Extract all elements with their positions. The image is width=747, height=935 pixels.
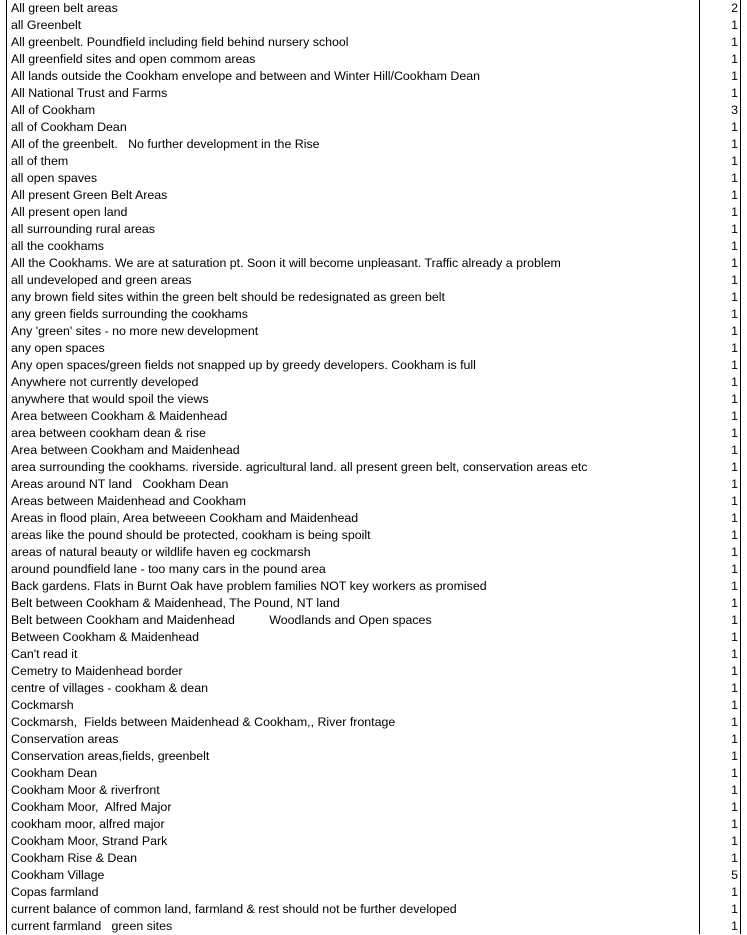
table-row <box>6 0 740 17</box>
response-count: 1 <box>731 324 738 338</box>
response-text: All of the greenbelt. No further development in the Rise <box>11 137 320 151</box>
response-text: around poundfield lane - too many cars in the pound area <box>11 562 326 576</box>
table-row <box>6 289 740 306</box>
response-count: 1 <box>731 256 738 270</box>
table-row <box>6 561 740 578</box>
table-row <box>6 170 740 187</box>
response-text: Areas in flood plain, Area betweeen Cookham and Maidenhead <box>11 511 359 525</box>
response-text: Cookham Moor & riverfront <box>11 783 160 797</box>
table-row <box>6 442 740 459</box>
table-row <box>6 714 740 731</box>
table-row <box>6 544 740 561</box>
table-row <box>6 901 740 918</box>
response-text: Any open spaces/green fields not snapped up by greedy developers. Cookham is full <box>11 358 476 372</box>
response-text: Cemetry to Maidenhead border <box>11 664 183 678</box>
response-text: Areas between Maidenhead and Cookham <box>11 494 246 508</box>
response-count: 1 <box>731 477 738 491</box>
response-text: all surrounding rural areas <box>11 222 155 236</box>
response-count: 1 <box>731 52 738 66</box>
table-row <box>6 578 740 595</box>
response-count: 1 <box>731 69 738 83</box>
response-text: Cookham Village <box>11 868 105 882</box>
table-row <box>6 833 740 850</box>
response-text: Conservation areas,fields, greenbelt <box>11 749 210 763</box>
response-count: 1 <box>731 511 738 525</box>
table-row <box>6 204 740 221</box>
table-row <box>6 646 740 663</box>
response-count: 1 <box>731 273 738 287</box>
response-text: Anywhere not currently developed <box>11 375 199 389</box>
response-text: Cockmarsh <box>11 698 74 712</box>
response-text: Can't read it <box>11 647 78 661</box>
response-text: Conservation areas <box>11 732 119 746</box>
response-text: Between Cookham & Maidenhead <box>11 630 200 644</box>
response-count: 1 <box>731 800 738 814</box>
response-text: Belt between Cookham and Maidenhead Woodlands and Open spaces <box>11 613 432 627</box>
response-text: Cookham Rise & Dean <box>11 851 138 865</box>
response-count: 1 <box>731 222 738 236</box>
table-row <box>6 136 740 153</box>
table-row <box>6 680 740 697</box>
response-count: 1 <box>731 137 738 151</box>
response-count: 1 <box>731 290 738 304</box>
response-text: area surrounding the cookhams. riverside. agricultural land. all present green belt, conservation areas etc <box>11 460 588 474</box>
table-row <box>6 612 740 629</box>
table-row <box>6 153 740 170</box>
response-text: all of them <box>11 154 69 168</box>
response-text: Belt between Cookham & Maidenhead, The Pound, NT land <box>11 596 340 610</box>
table-row <box>6 595 740 612</box>
response-text: Area between Cookham & Maidenhead <box>11 409 228 423</box>
response-count: 1 <box>731 681 738 695</box>
response-count: 1 <box>731 18 738 32</box>
response-count: 1 <box>731 120 738 134</box>
response-count: 1 <box>731 664 738 678</box>
response-text: centre of villages - cookham & dean <box>11 681 208 695</box>
response-count: 1 <box>731 460 738 474</box>
response-count: 1 <box>731 783 738 797</box>
table-row <box>6 340 740 357</box>
table-row <box>6 765 740 782</box>
table-row <box>6 731 740 748</box>
table-row <box>6 884 740 901</box>
table-row <box>6 255 740 272</box>
response-count: 1 <box>731 35 738 49</box>
table-row <box>6 272 740 289</box>
response-count: 1 <box>731 749 738 763</box>
table-row <box>6 102 740 119</box>
response-text: current balance of common land, farmland & rest should not be further developed <box>11 902 457 916</box>
table-row <box>6 663 740 680</box>
response-text: Cookham Moor, Alfred Major <box>11 800 172 814</box>
table-row <box>6 374 740 391</box>
response-text: anywhere that would spoil the views <box>11 392 209 406</box>
response-count: 1 <box>731 579 738 593</box>
response-count: 1 <box>731 817 738 831</box>
response-count: 1 <box>731 443 738 457</box>
response-text: cookham moor, alfred major <box>11 817 165 831</box>
response-text: any open spaces <box>11 341 105 355</box>
table-row <box>6 221 740 238</box>
response-count: 1 <box>731 154 738 168</box>
table-right-border <box>740 0 741 934</box>
response-text: All greenbelt. Poundfield including field behind nursery school <box>11 35 349 49</box>
response-text: Areas around NT land Cookham Dean <box>11 477 229 491</box>
response-count: 1 <box>731 205 738 219</box>
response-text: All National Trust and Farms <box>11 86 168 100</box>
response-text: areas of natural beauty or wildlife haven eg cockmarsh <box>11 545 311 559</box>
table-row <box>6 782 740 799</box>
response-count: 1 <box>731 834 738 848</box>
response-text: all the cookhams <box>11 239 104 253</box>
response-count: 5 <box>731 868 738 882</box>
response-count: 1 <box>731 86 738 100</box>
response-text: all of Cookham Dean <box>11 120 127 134</box>
table-row <box>6 510 740 527</box>
response-text: All lands outside the Cookham envelope and between and Winter Hill/Cookham Dean <box>11 69 481 83</box>
table-row <box>6 459 740 476</box>
table-row <box>6 85 740 102</box>
response-count: 1 <box>731 885 738 899</box>
response-text: Back gardens. Flats in Burnt Oak have problem families NOT key workers as promised <box>11 579 487 593</box>
response-count: 1 <box>731 596 738 610</box>
response-count: 3 <box>731 103 738 117</box>
table-row <box>6 816 740 833</box>
response-text: areas like the pound should be protected, cookham is being spoilt <box>11 528 371 542</box>
response-count: 1 <box>731 188 738 202</box>
table-row <box>6 17 740 34</box>
table-row <box>6 391 740 408</box>
response-text: Area between Cookham and Maidenhead <box>11 443 240 457</box>
table-row <box>6 799 740 816</box>
response-text: Any 'green' sites - no more new development <box>11 324 259 338</box>
response-table <box>6 0 740 935</box>
response-count: 1 <box>731 426 738 440</box>
table-row <box>6 629 740 646</box>
table-row <box>6 306 740 323</box>
response-text: All present open land <box>11 205 128 219</box>
table-row <box>6 867 740 884</box>
response-text: All present Green Belt Areas <box>11 188 168 202</box>
response-count: 1 <box>731 392 738 406</box>
response-text: all undeveloped and green areas <box>11 273 192 287</box>
response-count: 1 <box>731 630 738 644</box>
response-text: any green fields surrounding the cookhams <box>11 307 248 321</box>
response-count: 1 <box>731 239 738 253</box>
table-row <box>6 918 740 935</box>
table-row <box>6 51 740 68</box>
response-text: area between cookham dean & rise <box>11 426 206 440</box>
response-count: 1 <box>731 341 738 355</box>
response-count: 1 <box>731 545 738 559</box>
response-count: 1 <box>731 919 738 933</box>
response-count: 1 <box>731 494 738 508</box>
response-text: All green belt areas <box>11 1 118 15</box>
response-count: 1 <box>731 732 738 746</box>
response-text: Cockmarsh, Fields between Maidenhead & Cookham,, River frontage <box>11 715 396 729</box>
response-count: 1 <box>731 715 738 729</box>
response-count: 2 <box>731 1 738 15</box>
table-row <box>6 357 740 374</box>
response-text: Copas farmland <box>11 885 99 899</box>
response-count: 1 <box>731 902 738 916</box>
response-text: current farmland green sites <box>11 919 173 933</box>
response-count: 1 <box>731 851 738 865</box>
table-row <box>6 476 740 493</box>
response-text: all Greenbelt <box>11 18 82 32</box>
response-count: 1 <box>731 358 738 372</box>
response-count: 1 <box>731 307 738 321</box>
response-text: Cookham Dean <box>11 766 98 780</box>
response-count: 1 <box>731 562 738 576</box>
response-count: 1 <box>731 647 738 661</box>
table-row <box>6 527 740 544</box>
response-count: 1 <box>731 171 738 185</box>
table-row <box>6 748 740 765</box>
table-row <box>6 68 740 85</box>
table-row <box>6 34 740 51</box>
table-row <box>6 408 740 425</box>
table-row <box>6 323 740 340</box>
response-text: all open spaves <box>11 171 98 185</box>
table-row <box>6 238 740 255</box>
response-count: 1 <box>731 528 738 542</box>
table-row <box>6 697 740 714</box>
response-count: 1 <box>731 375 738 389</box>
response-count: 1 <box>731 409 738 423</box>
table-row <box>6 493 740 510</box>
response-text: any brown field sites within the green belt should be redesignated as green belt <box>11 290 445 304</box>
response-count: 1 <box>731 698 738 712</box>
response-count: 1 <box>731 766 738 780</box>
response-count: 1 <box>731 613 738 627</box>
table-row <box>6 119 740 136</box>
response-text: All of Cookham <box>11 103 96 117</box>
response-text: All the Cookhams. We are at saturation pt. Soon it will become unpleasant. Traffic already a problem <box>11 256 561 270</box>
table-row <box>6 425 740 442</box>
response-text: Cookham Moor, Strand Park <box>11 834 168 848</box>
table-row <box>6 187 740 204</box>
table-row <box>6 850 740 867</box>
response-text: All greenfield sites and open commom areas <box>11 52 256 66</box>
